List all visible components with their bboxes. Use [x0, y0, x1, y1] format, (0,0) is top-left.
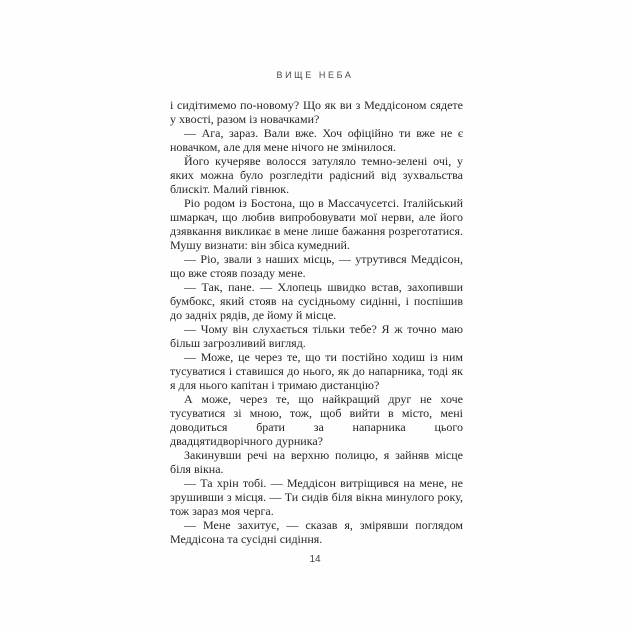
paragraph-6: — Так, пане. — Хлопець швидко встав, захопивши бумбокс, який стояв на сусідньому сидінні, і поспішив до задніх рядів, де йому й місце.: [170, 280, 463, 322]
paragraph-7: — Чому він слухається тільки тебе? Я ж точно маю більш загрозливий вигляд.: [170, 322, 463, 350]
paragraph-2: — Ага, зараз. Вали вже. Хоч офіційно ти вже не є новачком, але для мене нічого не змінилося.: [170, 126, 463, 154]
paragraph-8: — Може, це через те, що ти постійно ходиш із ним тусуватися і ставишся до нього, як до напарника, тоді як я для нього капітан і тримаю дистанцію?: [170, 350, 463, 392]
paragraph-9: А може, через те, що найкращий друг не хоче тусуватися зі мною, тож, щоб вийти в місто, мені доводиться брати за напарника цього двадцятидворічного дурника?: [170, 392, 463, 448]
paragraph-4: Ріо родом із Бостона, що в Массачусетсі. Італійський шмаркач, що любив випробовувати мої нерви, але його дзявкання викликає в мене лише бажання розреготатися. Мушу визнати: він збіса кумедний.: [170, 196, 463, 252]
paragraph-3: Його кучеряве волосся затуляло темно-зелені очі, у яких можна було розгледіти радісний від зухвальства блискіт. Малий гівнюк.: [170, 154, 463, 196]
body-text-block: [170, 98, 463, 546]
paragraph-11: — Та хрін тобі. — Меддісон витріщився на мене, не зрушивши з місця. — Ти сидів біля вікна минулого року, тож зараз моя черга.: [170, 476, 463, 518]
paragraph-5: — Ріо, звали з наших місць, — утрутився Меддісон, що вже стояв позаду мене.: [170, 252, 463, 280]
paragraph-10: Закинувши речі на верхню полицю, я зайняв місце біля вікна.: [170, 448, 463, 476]
page-number: 14: [309, 554, 321, 565]
paragraph-1: і сидітимемо по-новому? Що як ви з Меддісоном сядете у хвості, разом із новачками?: [170, 98, 463, 126]
running-header: ВИЩЕ НЕБА: [276, 70, 354, 80]
paragraph-12: — Мене захитує, — сказав я, змірявши поглядом Меддісона та сусідні сидіння.: [170, 518, 463, 546]
